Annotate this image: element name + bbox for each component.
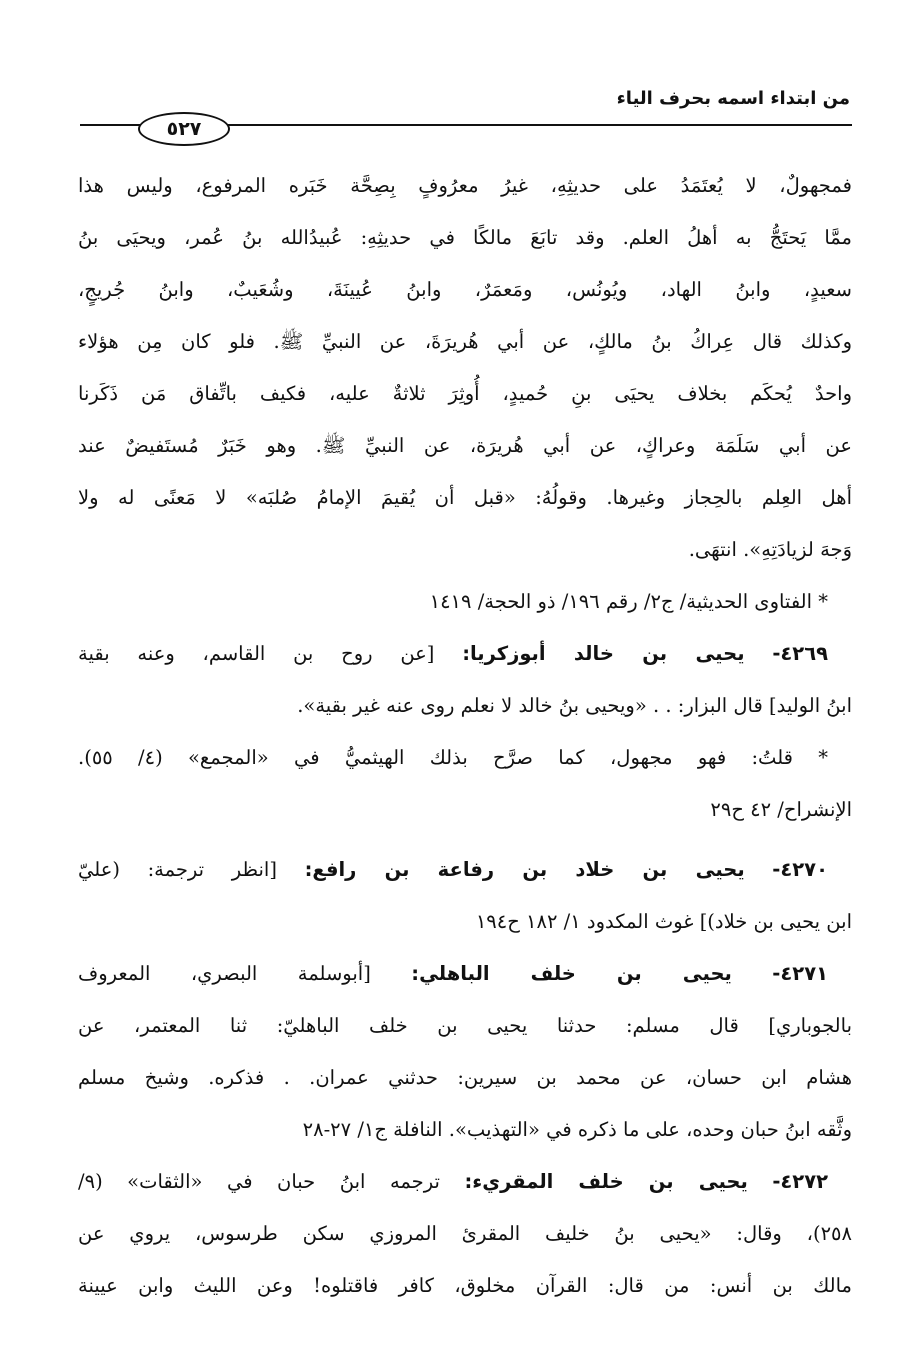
text-line: فمجهولٌ، لا يُعتَمَدُ على حديثِهِ، غيرُ معرُوفٍ بِصِحَّة خَبَره المرفوع، وليس هذا [78,174,852,197]
text-line: ٢٥٨)، وقال: «يحيى بنُ خليف المقرئ المروزي سكن طرسوس، يروي عن [78,1222,852,1245]
note-line: * قلتُ: فهو مجهول، كما صرَّح بذلك الهيثميُّ في «المجمع» (٤/ ٥٥). [78,746,828,769]
entry-4269-heading-line [78,628,852,680]
source-reference: * الفتاوى الحديثية/ ج٢/ رقم ١٩٦/ ذو الحجة/ ١٤١٩ [429,590,828,613]
entry-number: ٤٢٦٩- [772,642,829,665]
page-body [78,160,852,1312]
text-line: ممَّا يَحتَجُّ به أهلُ العلم. وقد تابَعَ مالكًا في حديثِهِ: عُبيدُالله بنُ عُمر، ويحيَى بنُ [78,226,852,249]
text-line: عن أبي سَلَمَة وعراكٍ، عن أبي هُريرَة، عن النبيِّ ﷺ. وهو خَبَرٌ مُستَفيضٌ عند [78,434,852,457]
entry-number: ٤٢٧٢- [772,1170,829,1193]
entry-name: يحيى بن خلف الباهلي: [411,962,732,985]
entry-name: يحيى بن خلاد بن رفاعة بن رافع: [304,858,745,881]
entry-text: [أبوسلمة البصري، المعروف [78,962,371,985]
running-title: من ابتداء اسمه بحرف الياء [616,88,850,109]
text-line: وَجهَ لزيادَتِهِ». انتهَى. [688,538,852,561]
entry-name: يحيى بن خالد أبوزكريا: [462,642,745,665]
spacer [78,836,852,844]
entry-4271-heading-line [78,948,852,1000]
entry-number: ٤٢٧١- [772,962,828,985]
text-line: سعيدٍ، وابنُ الهاد، ويُونُس، ومَعمَرٌ، وابنُ عُيينَةَ، وشُعَيبٌ، وابنُ جُريجٍ، [78,278,852,301]
entry-text: [عن روح بن القاسم، وعنه بقية [78,642,435,665]
entry-number: ٤٢٧٠- [772,858,828,881]
text-line: وثَّقه ابنُ حبان وحده، على ما ذكره في «التهذيب». النافلة ج١/ ٢٧-٢٨ [302,1118,852,1141]
text-line: أهل العِلم بالحِجاز وغيرها. وقولُهُ: «قبل أن يُقيمَ الإمامُ صُلبَه» لا مَعنًى له ولا [78,486,852,509]
text-line: ابنُ الوليد] قال البزار: . . «ويحيى بنُ خالد لا نعلم روى عنه غير بقية». [297,694,852,717]
page-number: ٥٢٧ [138,112,230,146]
text-line: بالجوباري] قال مسلم: حدثنا يحيى بن خلف الباهليّ: ثنا المعتمر، عن [78,1014,852,1037]
entry-4272-heading-line [78,1156,852,1208]
source-reference: الإنشراح/ ٤٢ ح٢٩ [710,798,852,821]
entry-4270-heading-line [78,844,852,896]
text-line: مالك بن أنس: من قال: القرآن مخلوق، كافر فاقتلوه! وعن الليث وابن عيينة [78,1274,852,1297]
text-line: هشام ابن حسان، عن محمد بن سيرين: حدثني عمران. . فذكره. وشيخ مسلم [78,1066,852,1089]
entry-text: [انظر ترجمة: (عليّ [78,858,277,881]
text-line: وكذلك قال عِراكُ بنُ مالكٍ، عن أبي هُريرَةَ، عن النبيِّ ﷺ. فلو كان مِن هؤلاء [78,330,852,353]
text-line: واحدٌ يُحكَم بخلاف يحيَى بنِ حُميدٍ، أُوثِرَ ثلاثةٌ عليه، فكيف باتِّفاق مَن ذَكَرنا [78,382,852,405]
text-line: ابن يحيى بن خلاد)] غوث المكدود ١/ ١٨٢ ح١٩٤ [475,910,852,933]
entry-text: ترجمه ابنُ حبان في «الثقات» (٩/ [78,1170,440,1193]
entry-name: يحيى بن خلف المقريء: [464,1170,748,1193]
